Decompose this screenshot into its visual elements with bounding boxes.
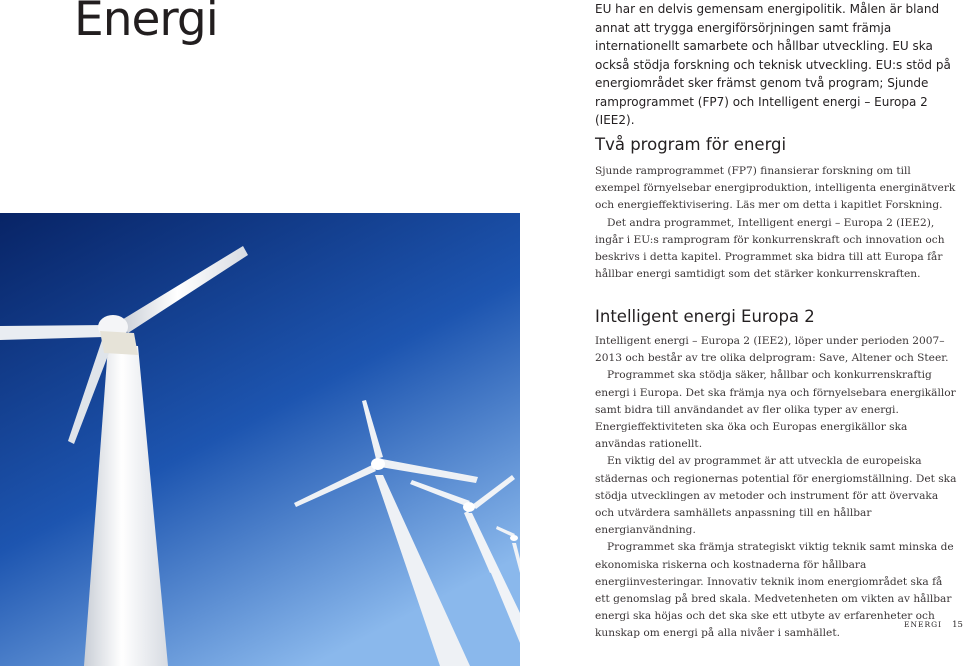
page-number: 15: [952, 620, 963, 630]
turbine-hub: [463, 502, 475, 512]
section-body-iee2: [595, 333, 957, 643]
body-paragraph: Det andra programmet, Intelligent energi – Europa 2 (IEE2), ingår i EU:s ramprogram för konkurrenskraft och innovation och beskrivs i detta kapitel. Programmet ska bidra till att Europa får hållbar energi samtidigt som det stärker konkurrenskraften.: [595, 216, 945, 281]
page-footer: [904, 620, 963, 630]
body-paragraph: Programmet ska stödja säker, hållbar och konkurrenskraftig energi i Europa. Det ska främja nya och förnyelsebara energikällor samt bidra till användandet av fler olika typer av energi. Energieffektiviteten ska öka och Europas energikällor ska användas rationellt.: [595, 369, 956, 451]
body-paragraph: Sjunde ramprogrammet (FP7) finansierar forskning om till exempel förnyelsebar energiproduktion, intelligenta energinätverk och energieffektivisering. Läs mer om detta i kapitlet Forskning.: [595, 165, 956, 212]
wind-turbines-photo: [0, 213, 520, 666]
body-paragraph: Intelligent energi – Europa 2 (IEE2), löper under perioden 2007–2013 och består av tre olika delprogram: Save, Altener och Steer.: [595, 335, 949, 365]
body-paragraph: Programmet ska främja strategiskt viktig teknik samt minska de ekonomiska riskerna och kostnaderna för hållbara energiinvesteringar. Innovativ teknik inom energiområdet ska få ett genomslag på bred skala. Medvetenheten om vikten av hållbar energi ska höjas och det ska ske ett utbyte av erfarenheter och kunskap om energi på alla nivåer i samhället.: [595, 541, 954, 640]
intro-paragraph: EU har en delvis gemensam energipolitik. Målen är bland annat att trygga energiförsörjningen samt främja internationellt samarbete och hållbar utveckling. EU ska också stödja forskning och teknisk utveckling. EU:s stöd på energiområdet sker främst genom två program; Sjunde ramprogrammet (FP7) och Intelligent energi – Europa 2 (IEE2).: [595, 2, 951, 127]
turbine-hub: [371, 458, 385, 470]
wind-turbines-illustration: [0, 213, 520, 666]
section-heading-two-programs: Två program för energi: [595, 135, 787, 154]
sky-background: [0, 213, 520, 666]
page-title: Energi: [74, 0, 218, 47]
turbine-nacelle: [100, 331, 138, 355]
body-paragraph: En viktig del av programmet är att utveckla de europeiska städernas och regionernas potential för energiomställning. Det ska stödja utvecklingen av metoder och instrument för att övervaka och utvärdera samhällets anpassning till en hållbar energianvändning.: [595, 455, 957, 537]
footer-section-name: ENERGI: [904, 620, 943, 629]
section-body-two-programs: [595, 163, 957, 283]
turbine-hub: [510, 535, 518, 541]
section-heading-iee2: Intelligent energi Europa 2: [595, 307, 815, 326]
